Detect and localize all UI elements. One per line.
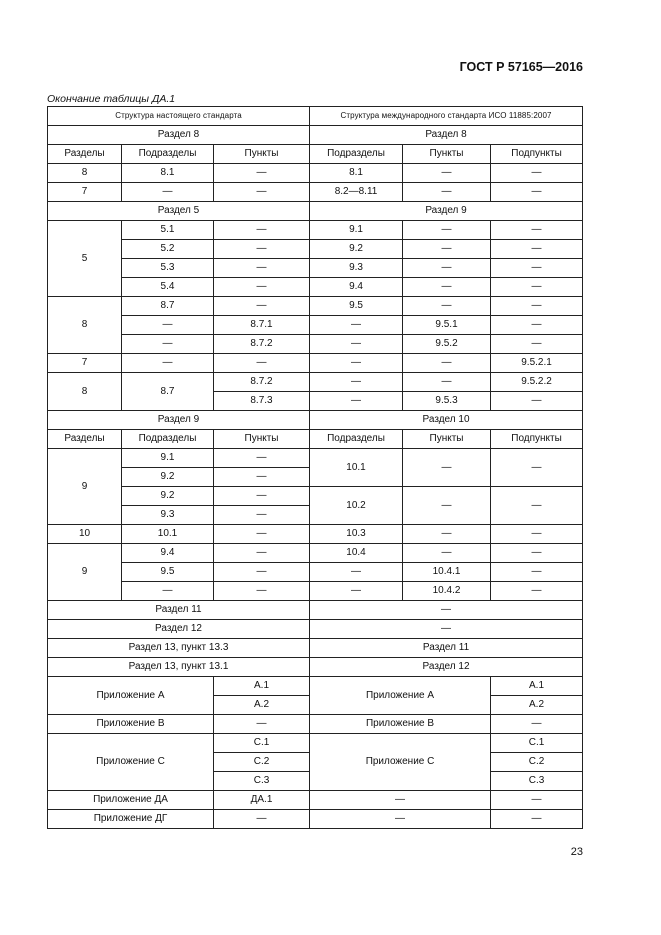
table-cell: —	[310, 373, 403, 392]
table-cell: —	[403, 183, 491, 202]
table-row	[48, 297, 583, 316]
table-cell: 9.1	[122, 449, 214, 468]
table-cell: 9.1	[310, 221, 403, 240]
table-caption: Окончание таблицы ДА.1	[47, 93, 176, 105]
header-cell: Пункты	[403, 145, 491, 164]
table-cell: —	[403, 278, 491, 297]
table-cell: 10.4	[310, 544, 403, 563]
table-cell: —	[491, 164, 583, 183]
table-cell: —	[214, 487, 310, 506]
table-cell: —	[403, 373, 491, 392]
table-cell: —	[491, 791, 583, 810]
table-cell: —	[491, 259, 583, 278]
table-cell: —	[491, 525, 583, 544]
table-cell: —	[403, 525, 491, 544]
table-cell: 10.1	[310, 449, 403, 487]
table-cell: —	[491, 449, 583, 487]
table-cell: А.2	[214, 696, 310, 715]
table-cell: 7	[48, 183, 122, 202]
table-cell: —	[214, 183, 310, 202]
table-row	[48, 126, 583, 145]
table-cell: —	[491, 810, 583, 829]
table-cell: —	[403, 164, 491, 183]
table-cell: —	[122, 183, 214, 202]
section-title: Раздел 10	[310, 411, 583, 430]
header-cell: Подпункты	[491, 145, 583, 164]
table-row	[48, 525, 583, 544]
header-cell: Пункты	[403, 430, 491, 449]
table-cell: Приложение А	[310, 677, 491, 715]
table-cell: —	[214, 563, 310, 582]
table-cell: 9.2	[122, 468, 214, 487]
table-cell: 9	[48, 544, 122, 601]
table-row	[48, 221, 583, 240]
table-cell: Раздел 13, пункт 13.3	[48, 639, 310, 658]
table-row	[48, 164, 583, 183]
table-cell: 10.1	[122, 525, 214, 544]
table-cell: С.1	[491, 734, 583, 753]
table-cell: 8.7.2	[214, 335, 310, 354]
table-cell: 9.4	[122, 544, 214, 563]
table-cell: Раздел 12	[48, 620, 310, 639]
table-cell: 9.4	[310, 278, 403, 297]
table-cell: —	[310, 620, 583, 639]
table-cell: С.3	[214, 772, 310, 791]
section-title: Раздел 8	[310, 126, 583, 145]
correspondence-table	[47, 106, 583, 829]
table-cell: —	[214, 259, 310, 278]
table-cell: —	[122, 335, 214, 354]
section-title: Раздел 5	[48, 202, 310, 221]
table-cell: —	[214, 715, 310, 734]
table-cell: 9.5	[310, 297, 403, 316]
table-cell: А.1	[491, 677, 583, 696]
header-cell: Подразделы	[310, 145, 403, 164]
table-cell: —	[214, 297, 310, 316]
table-cell: —	[310, 582, 403, 601]
table-cell: А.1	[214, 677, 310, 696]
table-cell: 8	[48, 297, 122, 354]
table-cell: —	[491, 297, 583, 316]
table-cell: —	[214, 221, 310, 240]
table-row	[48, 373, 583, 392]
table-cell: —	[491, 582, 583, 601]
table-cell: 9.3	[122, 506, 214, 525]
table-row	[48, 601, 583, 620]
table-cell: —	[491, 183, 583, 202]
table-cell: 10.4.1	[403, 563, 491, 582]
table-cell: С.2	[214, 753, 310, 772]
table-row	[48, 810, 583, 829]
table-cell: А.2	[491, 696, 583, 715]
table-row	[48, 259, 583, 278]
table-cell: —	[310, 354, 403, 373]
table-row	[48, 240, 583, 259]
table-cell: Раздел 13, пункт 13.1	[48, 658, 310, 677]
table-cell: —	[122, 582, 214, 601]
table-cell: Приложение ДА	[48, 791, 214, 810]
table-cell: —	[122, 354, 214, 373]
table-row	[48, 715, 583, 734]
table-cell: 5.1	[122, 221, 214, 240]
table-cell: —	[491, 487, 583, 525]
table-row	[48, 145, 583, 164]
standard-number: ГОСТ Р 57165—2016	[459, 60, 583, 74]
header-cell: Подразделы	[310, 430, 403, 449]
table-cell: 9	[48, 449, 122, 525]
table-cell: —	[403, 221, 491, 240]
table-cell: 9.3	[310, 259, 403, 278]
table-cell: 8.1	[122, 164, 214, 183]
table-cell: Приложение В	[310, 715, 491, 734]
table-cell: —	[214, 506, 310, 525]
header-cell: Пункты	[214, 145, 310, 164]
table-cell: —	[491, 563, 583, 582]
table-cell: 5.4	[122, 278, 214, 297]
table-cell: 9.2	[310, 240, 403, 259]
table-cell: —	[214, 544, 310, 563]
table-cell: —	[491, 240, 583, 259]
table-cell: 9.5.2.2	[491, 373, 583, 392]
table-cell: —	[310, 316, 403, 335]
table-cell: 10.2	[310, 487, 403, 525]
header-cell: Разделы	[48, 145, 122, 164]
table-cell: Приложение ДГ	[48, 810, 214, 829]
table-cell: —	[214, 354, 310, 373]
table-cell: 10.3	[310, 525, 403, 544]
table-cell: —	[403, 297, 491, 316]
table-row	[48, 734, 583, 753]
table-row	[48, 449, 583, 468]
table-cell: —	[214, 240, 310, 259]
table-cell: —	[214, 525, 310, 544]
table-cell: 9.5.1	[403, 316, 491, 335]
table-cell: —	[214, 810, 310, 829]
section-title: Раздел 9	[310, 202, 583, 221]
table-cell: —	[403, 240, 491, 259]
table-row	[48, 335, 583, 354]
table-cell: —	[491, 221, 583, 240]
table-cell: 8.1	[310, 164, 403, 183]
table-cell: —	[214, 449, 310, 468]
table-cell: —	[491, 715, 583, 734]
table-cell: 10.4.2	[403, 582, 491, 601]
table-cell: Приложение А	[48, 677, 214, 715]
table-cell: —	[310, 601, 583, 620]
table-cell: —	[310, 563, 403, 582]
table-cell: —	[214, 278, 310, 297]
table-row	[48, 620, 583, 639]
header-cell: Подразделы	[122, 145, 214, 164]
table-row	[48, 107, 583, 126]
table-cell: —	[491, 335, 583, 354]
header-cell: Подразделы	[122, 430, 214, 449]
table-row	[48, 544, 583, 563]
table-cell: 8.7.3	[214, 392, 310, 411]
table-row	[48, 202, 583, 221]
table-cell: 9.2	[122, 487, 214, 506]
table-cell: 8.7	[122, 297, 214, 316]
table-cell: —	[491, 544, 583, 563]
table-cell: —	[310, 392, 403, 411]
table-cell: 7	[48, 354, 122, 373]
table-row	[48, 677, 583, 696]
table-row	[48, 582, 583, 601]
table-cell: —	[214, 468, 310, 487]
table-cell: —	[491, 278, 583, 297]
table-cell: 8.7	[122, 373, 214, 411]
table-cell: —	[403, 449, 491, 487]
table-cell: —	[403, 354, 491, 373]
table-cell: С.2	[491, 753, 583, 772]
table-cell: Раздел 12	[310, 658, 583, 677]
page-number: 23	[570, 846, 583, 858]
table-cell: 9.5	[122, 563, 214, 582]
table-cell: Раздел 11	[48, 601, 310, 620]
header-cell: Подпункты	[491, 430, 583, 449]
table-cell: —	[310, 810, 491, 829]
table-row	[48, 658, 583, 677]
table-cell: —	[403, 259, 491, 278]
table-cell: —	[122, 316, 214, 335]
table-cell: —	[214, 582, 310, 601]
section-title: Раздел 8	[48, 126, 310, 145]
section-title: Раздел 9	[48, 411, 310, 430]
table-cell: 9.5.2.1	[491, 354, 583, 373]
table-cell: Приложение С	[310, 734, 491, 791]
table-cell: 8.2—8.11	[310, 183, 403, 202]
table-row	[48, 316, 583, 335]
table-row	[48, 411, 583, 430]
table-cell: 8.7.2	[214, 373, 310, 392]
table-cell: Приложение С	[48, 734, 214, 791]
column-header-left: Структура настоящего стандарта	[48, 107, 310, 126]
table-cell: ДА.1	[214, 791, 310, 810]
table-cell: —	[214, 164, 310, 183]
column-header-right: Структура международного стандарта ИСО 11885:2007	[310, 107, 583, 126]
table-row	[48, 354, 583, 373]
table-cell: 10	[48, 525, 122, 544]
table-row	[48, 791, 583, 810]
table-cell: 5	[48, 221, 122, 297]
table-cell: С.1	[214, 734, 310, 753]
table-cell: —	[310, 791, 491, 810]
table-cell: —	[403, 544, 491, 563]
header-cell: Разделы	[48, 430, 122, 449]
table-cell: 5.2	[122, 240, 214, 259]
table-cell: —	[403, 487, 491, 525]
header-cell: Пункты	[214, 430, 310, 449]
table-cell: —	[491, 392, 583, 411]
table-cell: 9.5.3	[403, 392, 491, 411]
table-cell: 8	[48, 373, 122, 411]
table-row	[48, 183, 583, 202]
table-row	[48, 278, 583, 297]
table-cell: 9.5.2	[403, 335, 491, 354]
table-cell: Приложение В	[48, 715, 214, 734]
table-cell: 5.3	[122, 259, 214, 278]
table-cell: Раздел 11	[310, 639, 583, 658]
table-row	[48, 487, 583, 506]
table-cell: 8	[48, 164, 122, 183]
table-cell: 8.7.1	[214, 316, 310, 335]
table-row	[48, 430, 583, 449]
table-cell: —	[491, 316, 583, 335]
table-row	[48, 563, 583, 582]
table-cell: —	[310, 335, 403, 354]
table-cell: С.3	[491, 772, 583, 791]
table-row	[48, 639, 583, 658]
